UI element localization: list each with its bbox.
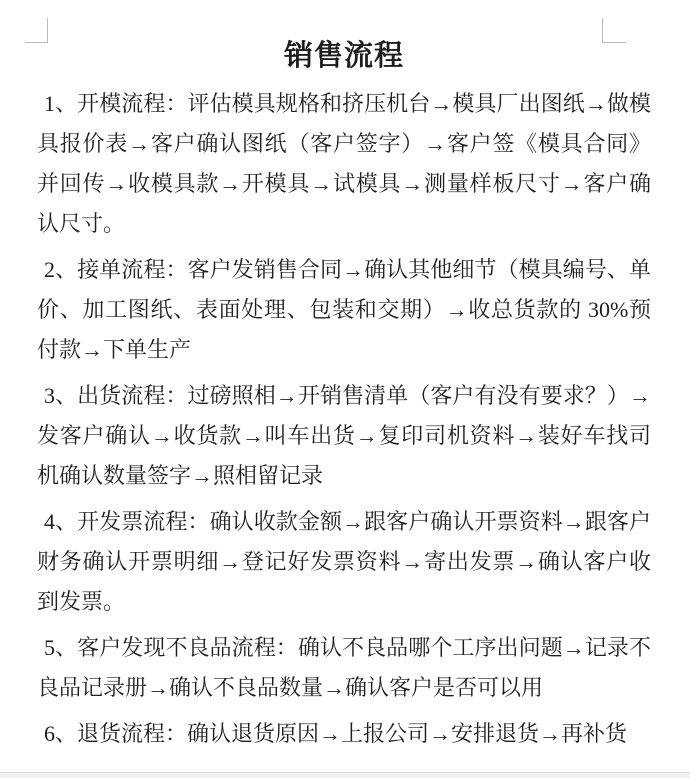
paragraph-mold-opening-process[interactable]: 1、开模流程：评估模具规格和挤压机台→模具厂出图纸→做模具报价表→客户确认图纸（客户签字）→客户签《模具合同》并回传→收模具款→开模具→试模具→测量样板尺寸→客户确认尺寸。 xyxy=(37,91,651,236)
document-body[interactable] xyxy=(37,84,651,760)
paragraph-order-taking-process[interactable]: 2、接单流程：客户发销售合同→确认其他细节（模具编号、单价、加工图纸、表面处理、包装和交期）→收总货款的 30%预付款→下单生产 xyxy=(37,257,651,362)
document-title[interactable]: 销售流程 xyxy=(283,40,404,72)
paragraph-invoicing-process[interactable]: 4、开发票流程：确认收款金额→跟客户确认开票资料→跟客户财务确认开票明细→登记好发票资料→寄出发票→确认客户收到发票。 xyxy=(37,509,651,614)
paragraph-return-process[interactable]: 6、退货流程：确认退货原因→上报公司→安排退货→再补货 xyxy=(44,721,628,746)
paragraph-shipping-process[interactable]: 3、出货流程：过磅照相→开销售清单（客户有没有要求？）→发客户确认→收货款→叫车出货→复印司机资料→装好车找司机确认数量签字→照相留记录 xyxy=(37,383,651,488)
page-bottom-edge xyxy=(0,772,690,778)
paragraph-defective-product-process[interactable]: 5、客户发现不良品流程：确认不良品哪个工序出问题→记录不良品记录册→确认不良品数量→确认客户是否可以用 xyxy=(37,635,651,700)
